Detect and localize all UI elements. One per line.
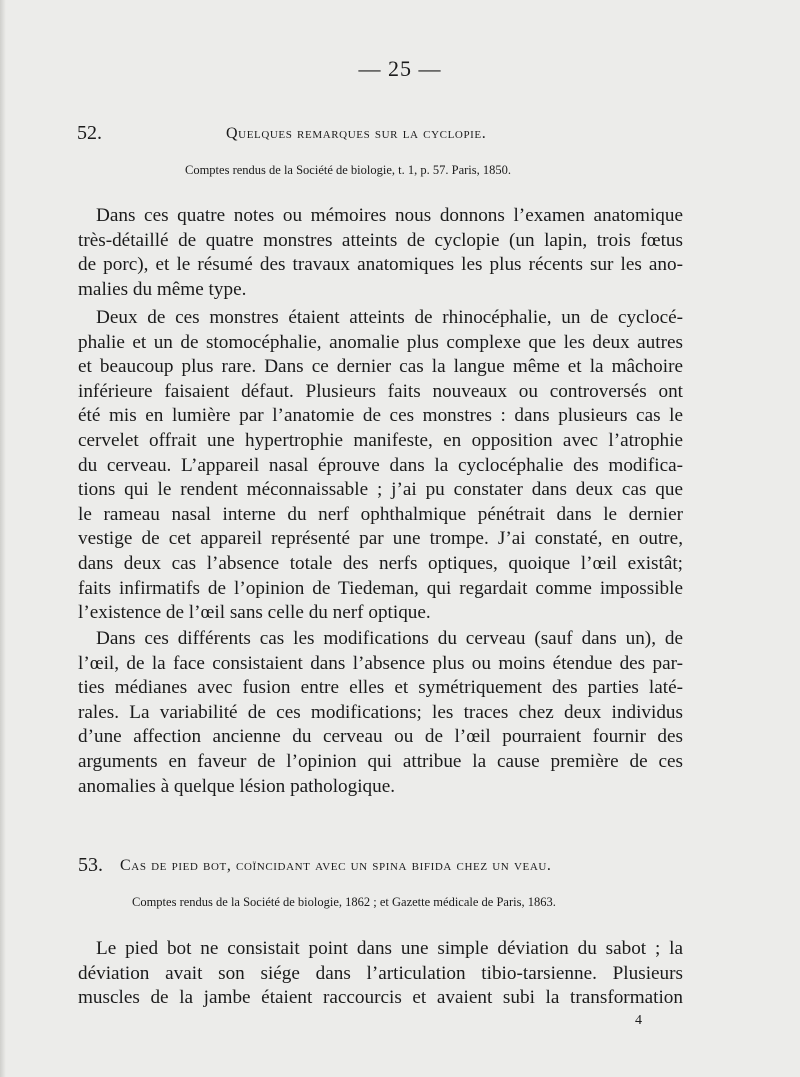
text-line: ties médianes avec fusion entre elles et symétriquement des parties laté-: [78, 677, 683, 699]
text-line: l’existence de l’œil sans celle du nerf optique.: [78, 602, 431, 624]
text-line: cervelet offrait une hypertrophie manifeste, en opposition avec l’atrophie: [78, 429, 683, 451]
paragraph-4: [78, 937, 683, 1011]
text-line: et beaucoup plus rare. Dans ce dernier cas la langue même et la mâchoire: [78, 356, 683, 378]
text-line: inférieure faisaient défaut. Plusieurs faits nouveaux ou controversés ont: [78, 380, 683, 402]
text-line: l’œil, de la face consistaient dans l’absence plus ou moins étendue des par-: [78, 652, 683, 674]
text-line: muscles de la jambe étaient raccourcis et avaient subi la transformation: [78, 987, 683, 1009]
section-53-citation: Comptes rendus de la Société de biologie, 1862 ; et Gazette médicale de Paris, 1863.: [132, 895, 556, 909]
text-line: dans deux cas l’absence totale des nerfs optiques, quoique l’œil existât;: [78, 552, 683, 574]
text-line: Deux de ces monstres étaient atteints de rhinocéphalie, un de cyclocé-: [96, 307, 683, 328]
section-52-title: Quelques remarques sur la cyclopie.: [226, 125, 487, 142]
signature-mark: 4: [635, 1013, 642, 1028]
text-line: anomalies à quelque lésion pathologique.: [78, 775, 396, 797]
section-52-citation: Comptes rendus de la Société de biologie, t. 1, p. 57. Paris, 1850.: [185, 163, 511, 177]
section-53-title: Cas de pied bot, coïncidant avec un spina bifida chez un veau.: [120, 857, 552, 874]
text-line: arguments en faveur de l’opinion qui attribue la cause première de ces: [78, 750, 683, 772]
text-line: été mis en lumière par l’anatomie de ces monstres : dans plusieurs cas le: [78, 405, 683, 427]
text-line: Dans ces différents cas les modifications du cerveau (sauf dans un), de: [96, 628, 683, 649]
section-52-number: 52.: [77, 122, 102, 144]
text-line: malies du même type.: [78, 278, 247, 300]
text-line: rales. La variabilité de ces modifications; les traces chez deux individus: [78, 701, 683, 723]
paragraph-1: [78, 204, 683, 302]
text-line: déviation avait son siége dans l’articulation tibio-tarsienne. Plusieurs: [78, 962, 683, 984]
text-line: le rameau nasal interne du nerf ophthalmique pénétrait dans le dernier: [78, 503, 683, 525]
text-line: de porc), et le résumé des travaux anatomiques les plus récents sur les ano-: [78, 254, 683, 276]
paragraph-3: [78, 627, 683, 799]
paragraph-2: [78, 306, 683, 626]
text-line: phalie et un de stomocéphalie, anomalie plus complexe que les deux autres: [78, 331, 683, 353]
page-number: — 25 —: [358, 56, 442, 81]
text-line: tions qui le rendent méconnaissable ; j’ai pu constater dans deux cas que: [78, 479, 683, 501]
text-line: d’une affection ancienne du cerveau ou de l’œil pourraient fournir des: [78, 726, 683, 748]
text-line: faits infirmatifs de l’opinion de Tiedeman, qui regardait comme impossible: [78, 577, 683, 599]
text-line: Dans ces quatre notes ou mémoires nous donnons l’examen anatomique: [96, 205, 683, 226]
text-line: vestige de cet appareil représenté par une trompe. J’ai constaté, en outre,: [78, 528, 683, 550]
section-53-number: 53.: [78, 854, 103, 876]
text-line: du cerveau. L’appareil nasal éprouve dans la cyclocéphalie des modifica-: [78, 454, 683, 476]
text-line: Le pied bot ne consistait point dans une simple déviation du sabot ; la: [96, 938, 683, 959]
text-line: très-détaillé de quatre monstres atteints de cyclopie (un lapin, trois fœtus: [78, 229, 683, 251]
